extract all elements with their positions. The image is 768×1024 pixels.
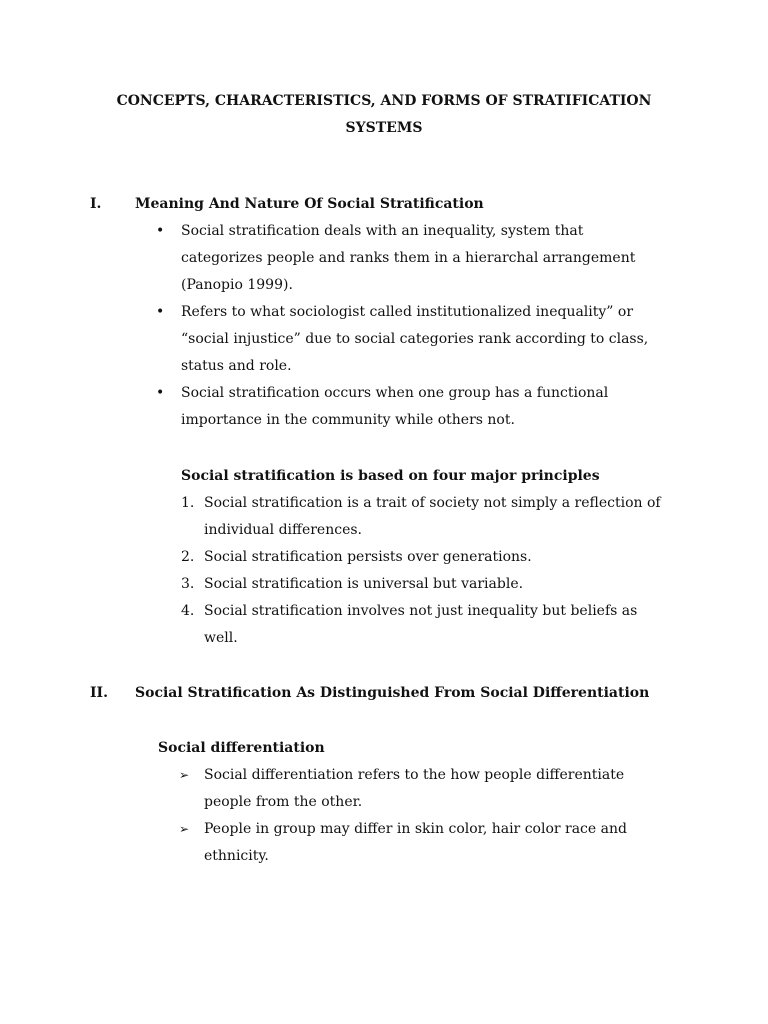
bullet-list	[156, 218, 649, 434]
item-text: Social stratification occurs when one group has a functional	[181, 385, 609, 401]
item-text: (Panopio 1999).	[181, 277, 293, 293]
arrow-list	[179, 762, 627, 870]
section-1-heading: Meaning And Nature Of Social Stratification	[135, 196, 484, 212]
item-text: importance in the community while others not.	[181, 412, 515, 428]
list-item	[181, 490, 661, 544]
list-item	[156, 218, 648, 299]
section-2-heading: Social Stratification As Distinguished From Social Differentiation	[135, 685, 650, 701]
item-text: individual differences.	[204, 522, 362, 538]
list-item	[181, 598, 661, 652]
item-number: 2.	[181, 549, 195, 565]
item-text: people from the other.	[204, 794, 363, 810]
principles-list	[181, 490, 661, 652]
bullet-icon: •	[156, 304, 165, 320]
item-text: Social stratification persists over generations.	[204, 549, 532, 565]
arrow-bullet-icon: ➢	[179, 822, 190, 836]
item-text: ethnicity.	[204, 848, 269, 864]
item-text: Refers to what sociologist called institutionalized inequality” or	[181, 304, 634, 320]
item-text: Social stratification is a trait of society not simply a reflection of	[204, 495, 661, 511]
item-text: Social differentiation refers to the how people differentiate	[204, 767, 625, 783]
list-item	[179, 816, 627, 870]
document-title	[0, 88, 768, 142]
item-text: “social injustice” due to social categories rank according to class,	[181, 331, 649, 347]
item-text: well.	[204, 630, 238, 646]
bullet-icon: •	[156, 223, 165, 239]
item-text: Social stratification is universal but variable.	[204, 576, 524, 592]
item-number: 4.	[181, 603, 195, 619]
list-item	[156, 380, 648, 434]
section-1-numeral: I.	[90, 196, 102, 212]
list-item	[179, 762, 627, 816]
item-text: status and role.	[181, 358, 292, 374]
bullet-icon: •	[156, 385, 165, 401]
title-line: SYSTEMS	[345, 120, 423, 136]
item-text: categorizes people and ranks them in a hierarchal arrangement	[181, 250, 636, 266]
arrow-bullet-icon: ➢	[179, 768, 190, 782]
item-text: Social stratification involves not just inequality but beliefs as	[204, 603, 638, 619]
title-line: CONCEPTS, CHARACTERISTICS, AND FORMS OF STRATIFICATION	[116, 93, 652, 109]
list-item	[181, 544, 661, 571]
item-text: Social stratification deals with an inequality, system that	[181, 223, 584, 239]
item-text: People in group may differ in skin color, hair color race and	[204, 821, 627, 837]
section-2-numeral: II.	[90, 685, 108, 701]
item-number: 3.	[181, 576, 195, 592]
list-item	[156, 299, 649, 380]
item-number: 1.	[181, 495, 195, 511]
principles-heading: Social stratification is based on four major principles	[181, 468, 600, 484]
list-item	[181, 571, 661, 598]
subheading: Social differentiation	[158, 740, 325, 756]
